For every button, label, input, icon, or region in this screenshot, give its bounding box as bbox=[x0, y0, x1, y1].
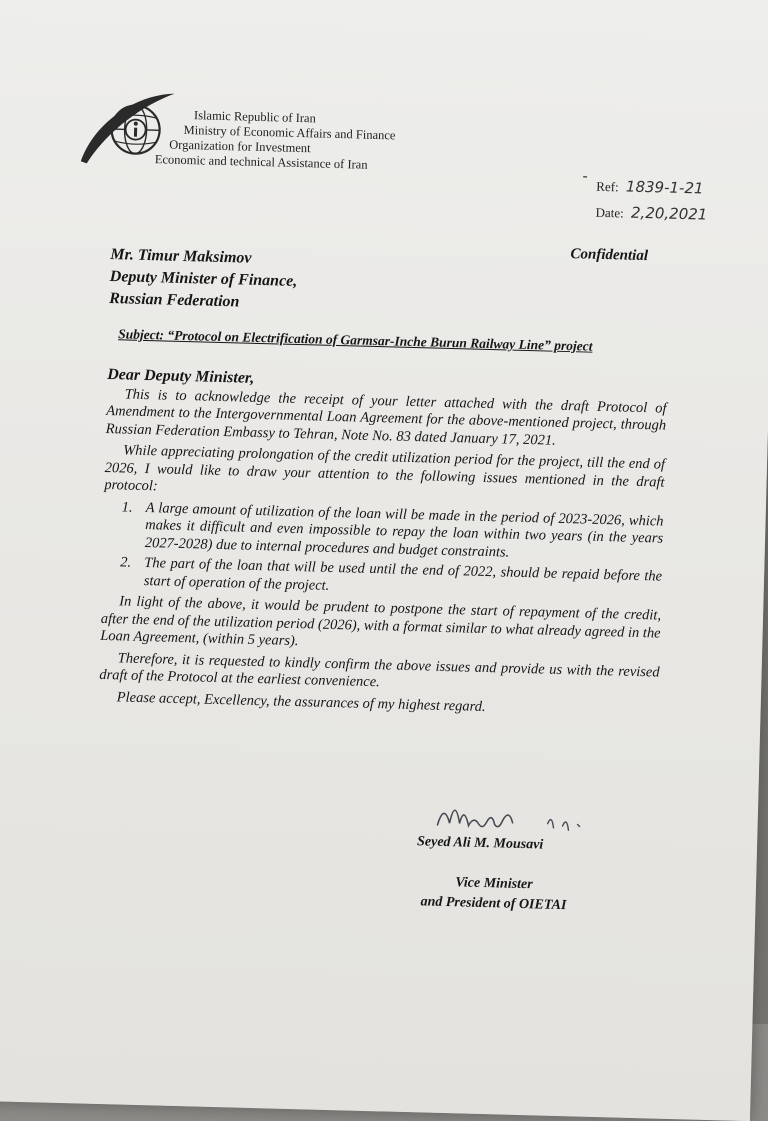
recipient-name: Mr. Timur Maksimov bbox=[110, 246, 252, 267]
paragraph-3: In light of the above, it would be prudent to postpone the start of repayment of the credit, after the end of the utilization period (2026), with a format similar to what already agreed in the Loan Agreement, (within 5 years). bbox=[100, 593, 662, 650]
paragraph-4: Therefore, it is requested to kindly confirm the above issues and provide us with the revised draft of the Protocol at the earliest convenience. bbox=[99, 649, 660, 691]
reference-line bbox=[582, 168, 704, 198]
signatory-position: Vice Minister bbox=[455, 875, 533, 893]
confidential-label: Confidential bbox=[570, 246, 649, 265]
letterhead-line-2: Ministry of Economic Affairs and Finance bbox=[183, 122, 396, 143]
subject-line: Subject: “Protocol on Electrification of Garmsar-Inche Burun Railway Line” project bbox=[118, 326, 593, 354]
ref-value: 1839-1-21 bbox=[625, 177, 704, 198]
signatory-title-block bbox=[393, 872, 594, 917]
date-value: 2,20,2021 bbox=[630, 203, 708, 224]
letterhead-line-4: Economic and technical Assistance of Iran bbox=[154, 152, 368, 172]
letterhead-line-3: Organization for Investment bbox=[169, 137, 311, 156]
salutation: Dear Deputy Minister, bbox=[106, 365, 255, 387]
recipient-country: Russian Federation bbox=[108, 290, 240, 311]
list-item-number: 2. bbox=[120, 554, 132, 571]
letterhead-line-1: Islamic Republic of Iran bbox=[193, 108, 317, 126]
letterhead-text bbox=[155, 107, 396, 173]
letter-content bbox=[0, 1, 759, 1021]
date-label: Date: bbox=[595, 204, 624, 221]
letter-body bbox=[98, 366, 667, 725]
signatory-name: Seyed Ali M. Mousavi bbox=[416, 834, 544, 853]
recipient-title: Deputy Minister of Finance, bbox=[109, 268, 298, 290]
recipient-block bbox=[109, 244, 298, 315]
list-item-text: The part of the loan that will be used until the end of 2022, should be repaid before the start of operation of the project. bbox=[143, 555, 663, 594]
signatory-organization: and President of OIETAI bbox=[420, 894, 567, 914]
list-item-text: A large amount of utilization of the loan will be made in the period of 2023-2026, which makes it difficult and even impossible to repay the loan within two years (in the years 2027-2028) due to internal procedures and budget constraints. bbox=[144, 499, 664, 561]
list-item-number: 1. bbox=[121, 498, 133, 516]
date-line bbox=[595, 203, 707, 224]
paragraph-2: While appreciating prolongation of the credit utilization period for the project, till the end of 2026, I would like to draw your attention to the following issues mentioned in the draft protocol: bbox=[104, 442, 666, 495]
dash-mark: - bbox=[582, 168, 588, 185]
paragraph-5: Please accept, Excellency, the assurances of my highest regard. bbox=[116, 688, 486, 715]
ref-label: Ref: bbox=[596, 178, 619, 195]
paragraph-1: This is to acknowledge the receipt of your letter attached with the draft Protocol of Amendment to the Intergovernmental Loan Agreement for the above-mentioned project, through Russian Federation Embassy to Tehran, Note No. 83 dated January 17, 2021. bbox=[105, 385, 667, 449]
issues-list bbox=[102, 498, 664, 603]
